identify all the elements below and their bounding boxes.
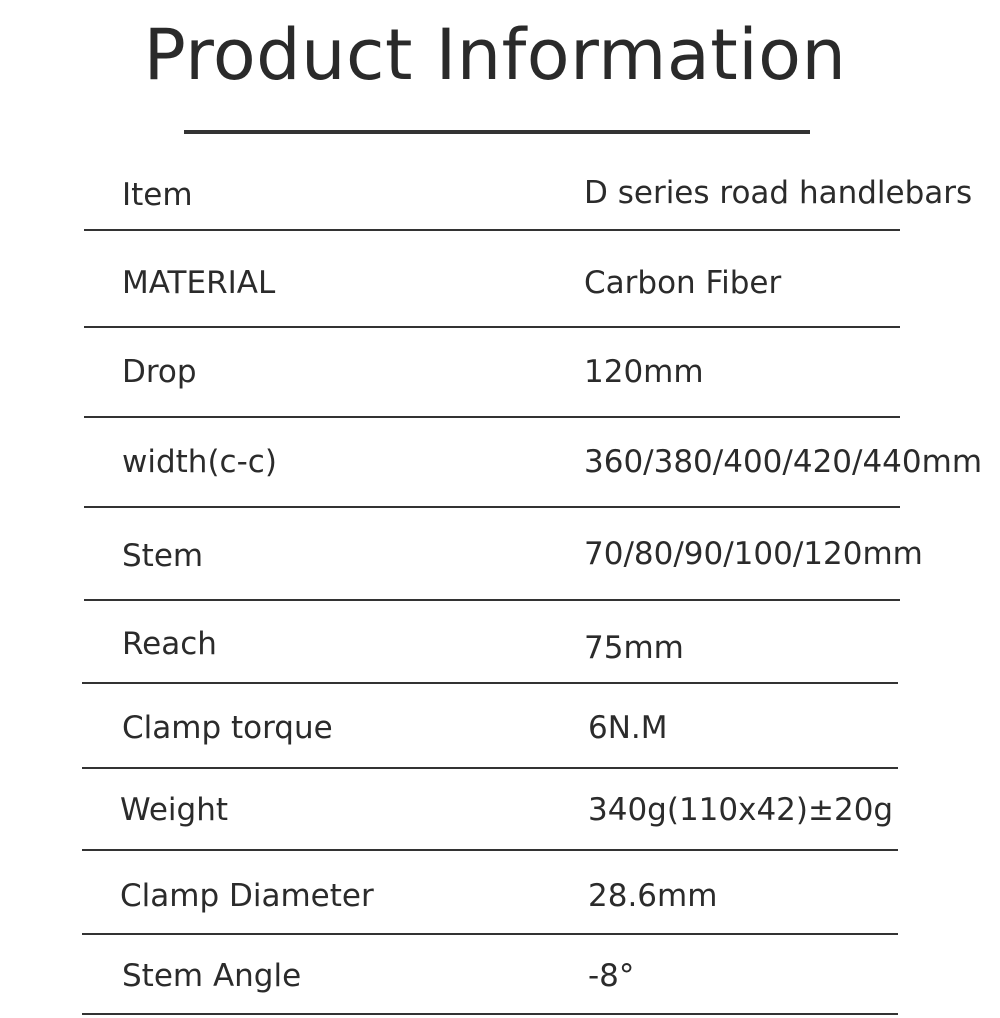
row-divider [84,229,900,231]
spec-value: -8° [588,958,635,994]
spec-value: 70/80/90/100/120mm [584,536,923,572]
spec-label: Weight [120,792,229,828]
row-divider [84,599,900,601]
spec-value: 6N.M [588,710,668,746]
spec-value: 75mm [584,630,684,666]
spec-value: 28.6mm [588,878,718,914]
spec-value: D series road handlebars [584,175,973,211]
spec-label: Reach [122,626,217,662]
spec-label: Drop [122,354,197,390]
spec-label: Clamp torque [122,710,333,746]
row-divider [82,849,898,851]
row-divider [82,933,898,935]
spec-label: width(c-c) [122,444,277,480]
title-underline [184,130,810,134]
spec-value: Carbon Fiber [584,265,782,301]
spec-label: Item [122,177,193,213]
spec-label: MATERIAL [122,265,276,301]
spec-label: Stem [122,538,204,574]
page-title: Product Information [143,14,847,96]
spec-label: Clamp Diameter [120,878,374,914]
row-divider [84,416,900,418]
row-divider [84,506,900,508]
spec-value: 120mm [584,354,704,390]
row-divider [82,682,898,684]
spec-value: 340g(110x42)±20g [588,792,894,828]
spec-label: Stem Angle [122,958,302,994]
row-divider [84,326,900,328]
row-divider [82,767,898,769]
spec-value: 360/380/400/420/440mm [584,444,983,480]
row-divider [82,1013,898,1015]
